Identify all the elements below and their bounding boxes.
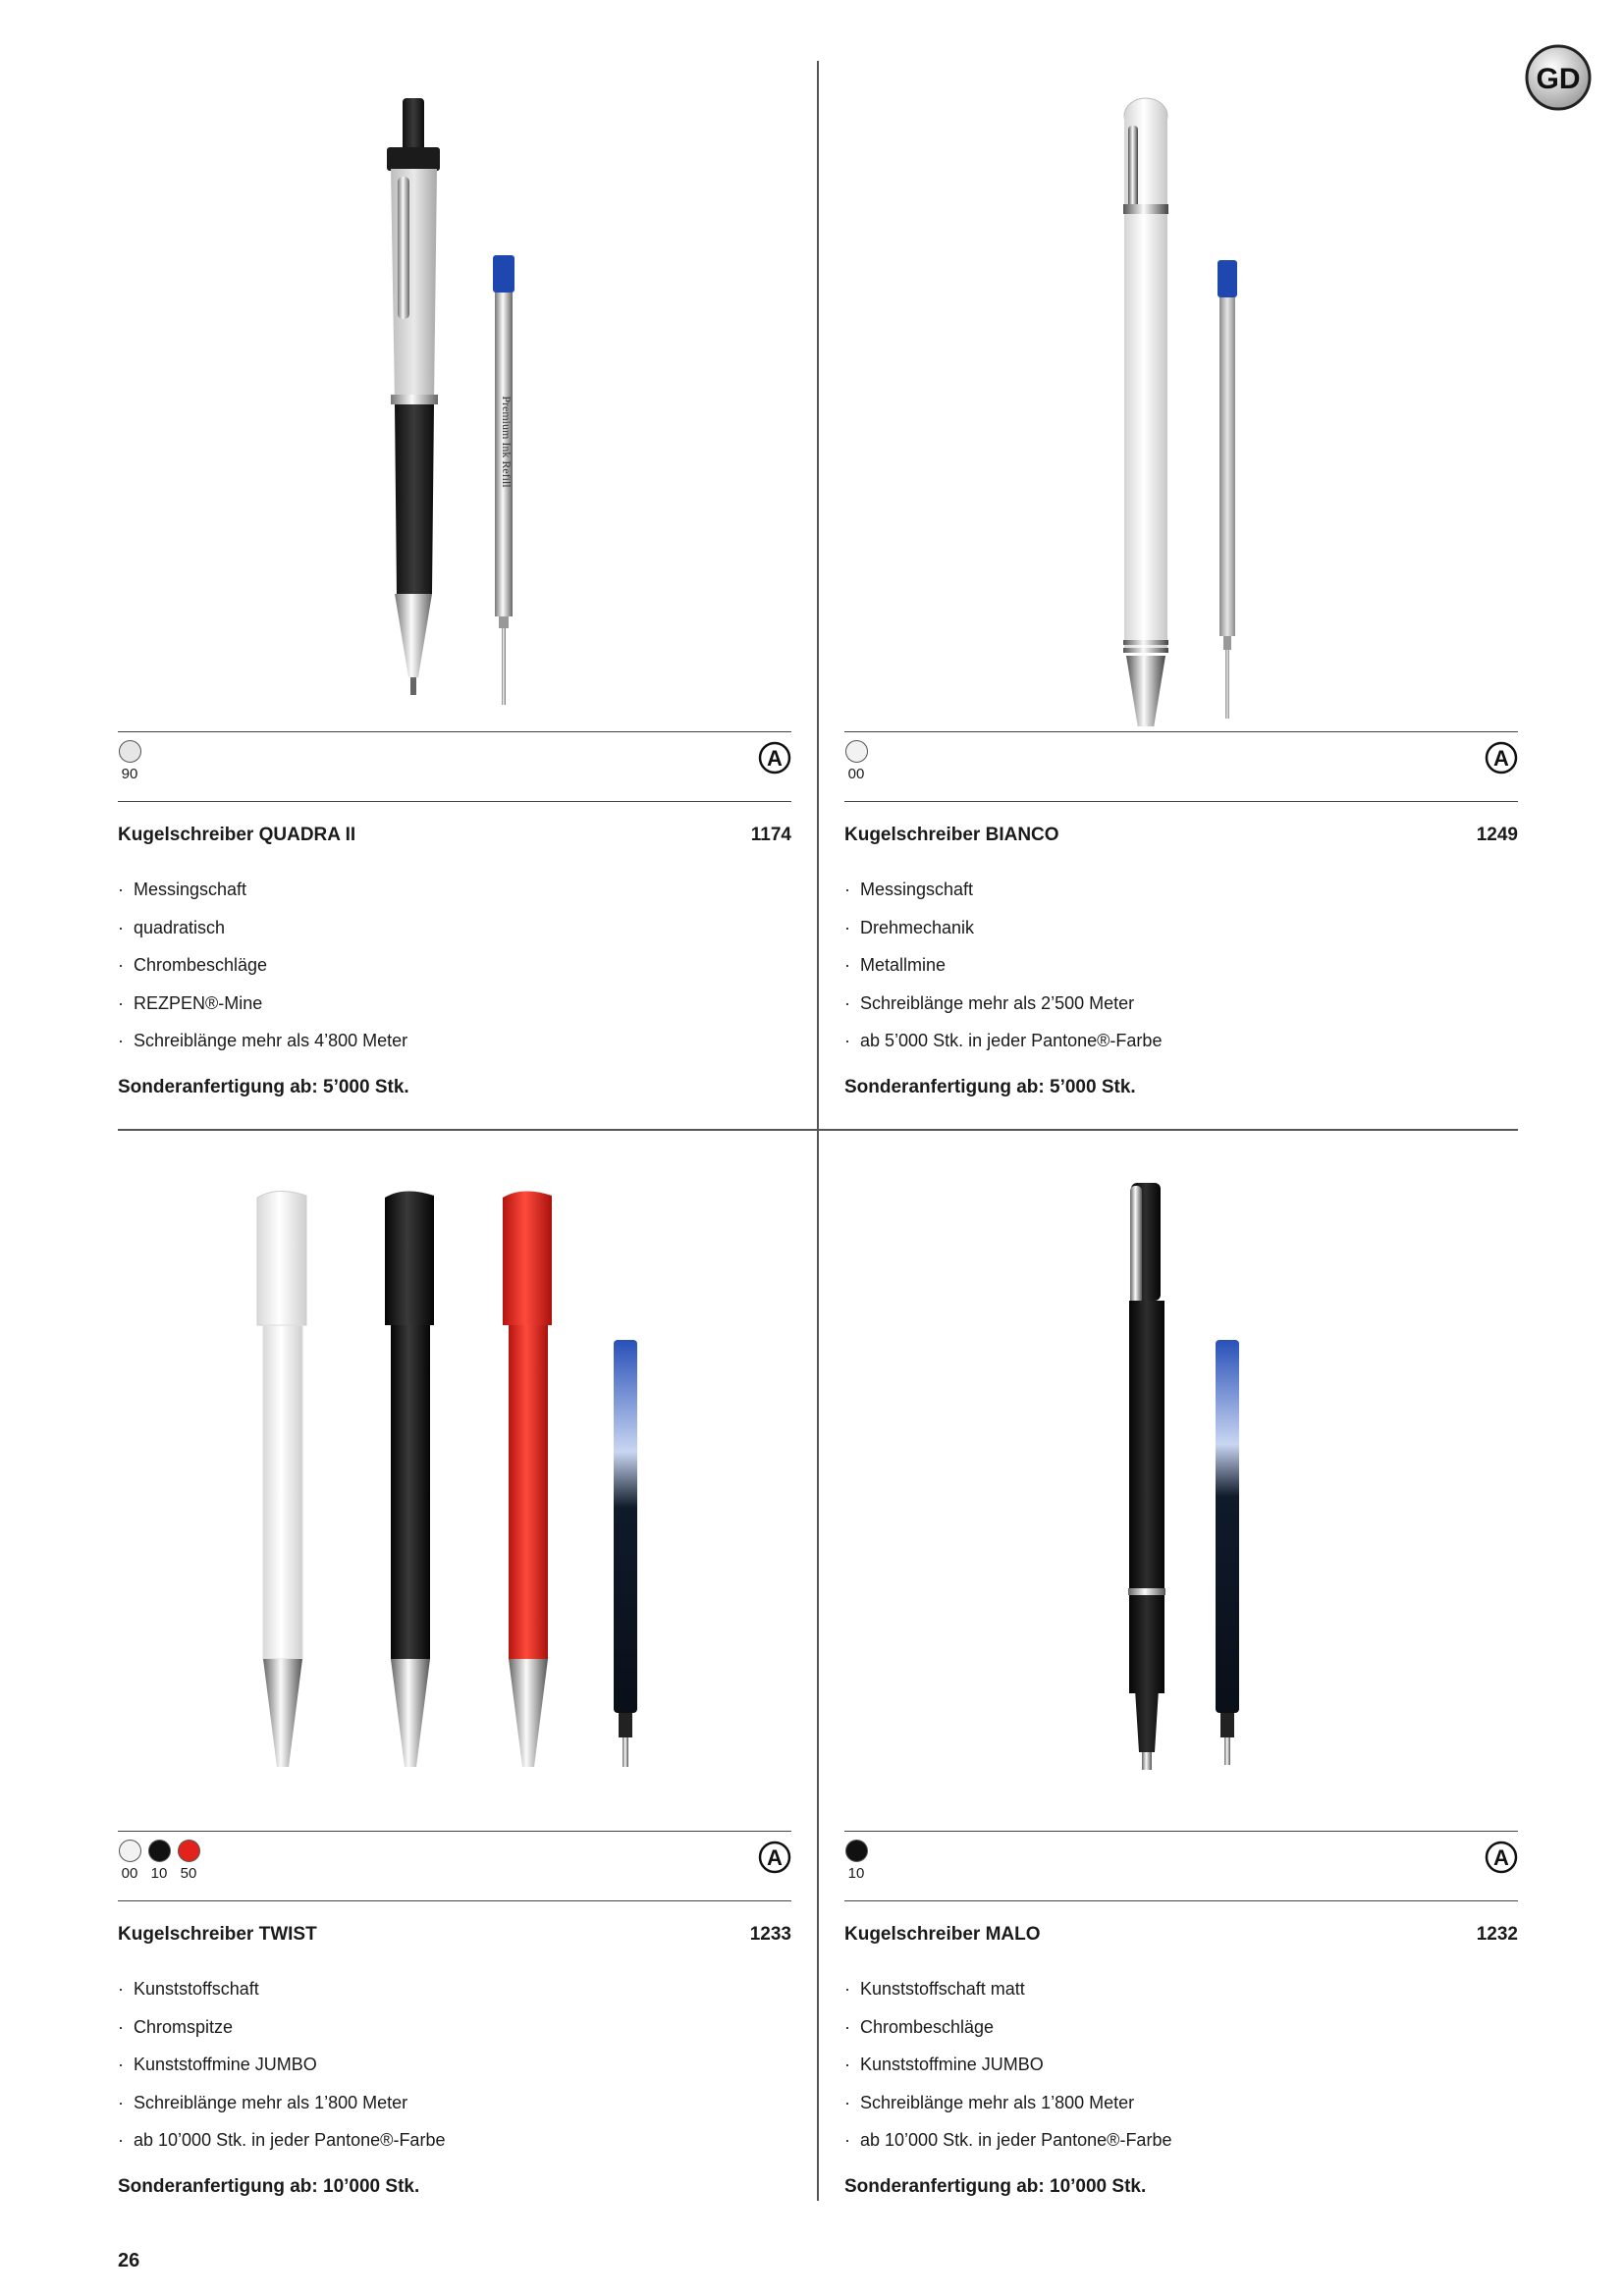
- print-method-a-icon: [758, 741, 791, 774]
- product-image-malo: [844, 1178, 1518, 1806]
- color-dot: [845, 740, 868, 763]
- feature-item: · Drehmechanik: [844, 917, 975, 937]
- feature-list: [118, 1970, 791, 2160]
- page-number: 26: [118, 2250, 140, 2271]
- color-bar: [118, 1831, 791, 1901]
- brand-logo: [1525, 44, 1592, 111]
- feature-item: · Chrombeschläge: [118, 955, 268, 975]
- color-dot: [148, 1840, 171, 1862]
- color-swatch: [147, 1840, 171, 1882]
- article-number: 1232: [1476, 1924, 1518, 1945]
- color-dot: [119, 740, 141, 763]
- article-number: 1174: [750, 825, 791, 845]
- print-method-a-icon: [1485, 741, 1518, 774]
- feature-list: [844, 1970, 1518, 2160]
- product-image-twist: [118, 1178, 791, 1806]
- feature-item: · ab 5’000 Stk. in jeder Pantone®-Farbe: [844, 1031, 1163, 1050]
- svg-text:A: A: [767, 1845, 783, 1870]
- feature-item: · Chromspitze: [118, 2016, 234, 2037]
- product-title: Kugelschreiber TWIST: [118, 1924, 317, 1945]
- feature-item: · Kunststoffschaft: [118, 1979, 259, 1999]
- feature-item: · Kunststoffmine JUMBO: [118, 2055, 317, 2074]
- feature-item: · Metallmine: [844, 955, 947, 975]
- svg-text:A: A: [767, 746, 783, 771]
- custom-production-note: Sonderanfertigung ab: 10’000 Stk.: [844, 2176, 1147, 2197]
- feature-item: · Messingschaft: [118, 880, 247, 899]
- custom-production-note: Sonderanfertigung ab: 5’000 Stk.: [118, 1077, 409, 1097]
- feature-item: · REZPEN®-Mine: [118, 992, 263, 1013]
- product-title: Kugelschreiber MALO: [844, 1924, 1041, 1945]
- feature-item: · ab 10’000 Stk. in jeder Pantone®-Farbe: [118, 2130, 446, 2150]
- product-panel-bianco: [844, 79, 1518, 1119]
- feature-list: [118, 871, 791, 1060]
- feature-item: · Kunststoffschaft matt: [844, 1979, 1025, 1999]
- color-dot: [178, 1840, 200, 1862]
- feature-item: · Schreiblänge mehr als 1’800 Meter: [118, 2092, 408, 2112]
- color-code: 90: [121, 766, 138, 782]
- vertical-divider: [817, 61, 819, 2201]
- product-title: Kugelschreiber BIANCO: [844, 825, 1059, 845]
- product-title: Kugelschreiber QUADRA II: [118, 825, 356, 845]
- feature-item: · Schreiblänge mehr als 1’800 Meter: [844, 2092, 1135, 2112]
- color-dot: [845, 1840, 868, 1862]
- color-bar: [844, 1831, 1518, 1901]
- product-panel-quadra: [118, 79, 791, 1119]
- print-method-a-icon: [1485, 1841, 1518, 1874]
- color-swatch: [844, 1840, 868, 1882]
- custom-production-note: Sonderanfertigung ab: 10’000 Stk.: [118, 2176, 420, 2197]
- color-code: 00: [847, 766, 865, 782]
- custom-production-note: Sonderanfertigung ab: 5’000 Stk.: [844, 1077, 1136, 1097]
- svg-text:Premium Ink Refill: Premium Ink Refill: [500, 396, 514, 488]
- color-code: 10: [847, 1865, 865, 1882]
- color-swatch: [118, 1840, 141, 1882]
- feature-item: · Messingschaft: [844, 880, 974, 899]
- color-swatch: [118, 740, 141, 782]
- feature-item: · Kunststoffmine JUMBO: [844, 2055, 1044, 2074]
- svg-text:GD: GD: [1536, 63, 1581, 95]
- feature-item: · Chrombeschläge: [844, 2016, 995, 2037]
- print-method-a-icon: [758, 1841, 791, 1874]
- product-image-quadra: [118, 79, 791, 726]
- feature-item: · Schreiblänge mehr als 4’800 Meter: [118, 1031, 408, 1050]
- product-panel-twist: [118, 1178, 791, 2209]
- color-code: 00: [121, 1865, 138, 1882]
- color-swatch: [177, 1840, 200, 1882]
- color-code: 50: [180, 1865, 197, 1882]
- product-image-bianco: [844, 79, 1518, 726]
- color-bar: [118, 731, 791, 802]
- color-bar: [844, 731, 1518, 802]
- color-swatch: [844, 740, 868, 782]
- product-panel-malo: [844, 1178, 1518, 2209]
- svg-text:A: A: [1493, 746, 1509, 771]
- svg-text:A: A: [1493, 1845, 1509, 1870]
- color-dot: [119, 1840, 141, 1862]
- horizontal-divider: [118, 1129, 1518, 1131]
- feature-item: · quadratisch: [118, 917, 226, 937]
- color-code: 10: [150, 1865, 168, 1882]
- article-number: 1249: [1476, 825, 1518, 845]
- feature-item: · Schreiblänge mehr als 2’500 Meter: [844, 992, 1135, 1013]
- feature-list: [844, 871, 1518, 1060]
- article-number: 1233: [749, 1924, 791, 1945]
- feature-item: · ab 10’000 Stk. in jeder Pantone®-Farbe: [844, 2130, 1172, 2150]
